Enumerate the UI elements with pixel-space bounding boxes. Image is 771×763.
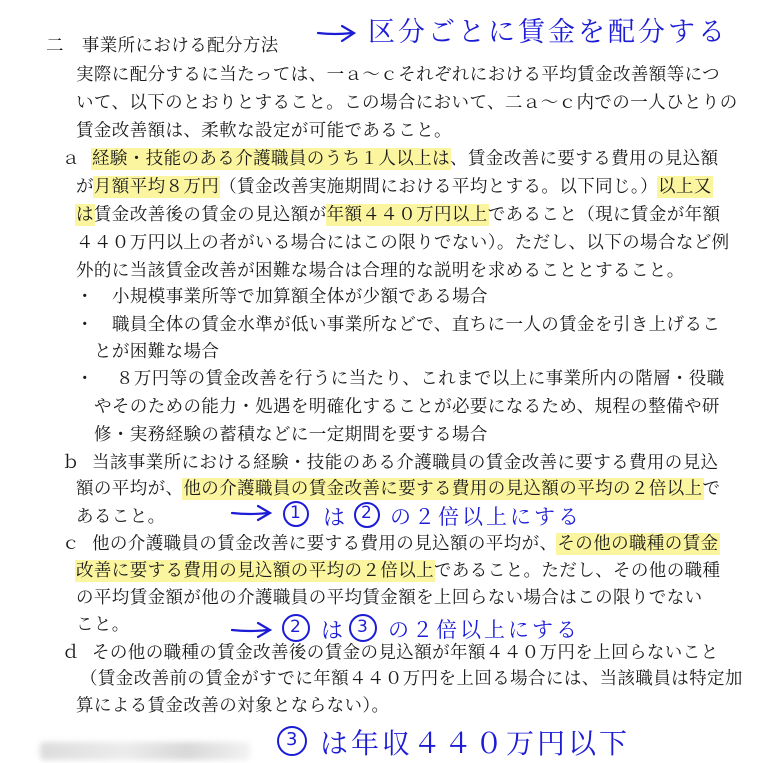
item-a-text: （賃金改善実施期間における平均とする。以下同じ。） (219, 177, 658, 197)
annotation-d-text: は年収４４０万円以下 (320, 727, 631, 760)
item-b-marker: ｂ (62, 453, 80, 473)
item-c-line-3: の平均賃金額が他の介護職員の平均賃金額を上回らない場合はこの限りでない (76, 588, 703, 608)
item-c-highlight-1: その他の職種の賃金 (557, 534, 719, 554)
annotation-c-text-2: の２倍以上にする (388, 618, 580, 642)
item-a-highlight-5: 年額４４０万円以上 (326, 205, 488, 225)
bullet-marker: ・ (76, 315, 94, 335)
arrow-icon (232, 623, 270, 637)
bullet-3-line-3: 修・実務経験の蓄積などに一定期間を要する場合 (94, 425, 488, 445)
item-d-line-2: （賃金改善前の賃金がすでに年額４４０万円を上回る場合には、当該職員は特定加 (80, 669, 743, 689)
item-a-text: 、賃金改善に要する費用の見込額 (450, 149, 719, 169)
intro-line-3: 賃金改善額は、柔軟な設定が可能であること。 (76, 121, 452, 141)
item-a-highlight-4: は (76, 205, 94, 225)
annotation-c-text-1: は (321, 619, 347, 644)
item-c-line-4: こと。 (76, 615, 130, 635)
section-heading: 二 事業所における配分方法 (46, 36, 279, 56)
item-d-marker: ｄ (62, 643, 80, 663)
annotation-b-text-2: の２倍以上にする (390, 505, 582, 529)
item-c-text: であること。ただし、その他の職種 (434, 561, 721, 581)
bullet-1: 小規模事業所等で加算額全体が少額である場合 (112, 287, 488, 307)
bullet-3-line-2: やそのための能力・処遇を明確化することが必要になるため、規程の整備や研 (94, 397, 720, 417)
annotation-c-num-1: 2 (290, 617, 304, 637)
intro-line-2: いて、以下のとおりとすること。この場合において、二ａ～ｃ内での一人ひとりの (76, 93, 738, 113)
item-b-text: で (702, 479, 721, 499)
item-c-text: 他の介護職員の賃金改善に要する費用の見込額の平均が、 (92, 534, 558, 554)
item-a-marker: ａ (62, 149, 80, 169)
bullet-marker: ・ (76, 287, 94, 307)
arrow-icon (318, 26, 354, 41)
item-c-highlight-2: 改善に要する費用の見込額の平均の２倍以上 (76, 561, 434, 581)
item-a-text: が (76, 177, 94, 197)
bullet-2-line-1: 職員全体の賃金水準が低い事業所などで、直ちに一人の賃金を引き上げるこ (112, 315, 721, 335)
item-d-line-3: 算による賃金改善の対象とならない）。 (76, 696, 390, 716)
item-b-highlight: 他の介護職員の賃金改善に要する費用の見込額の平均の２倍以上 (183, 479, 703, 499)
item-b-line-1: 当該事業所における経験・技能のある介護職員の賃金改善に要する費用の見込 (92, 453, 719, 473)
annotation-top: 区分ごとに賃金を配分する (368, 17, 728, 48)
bullet-3-line-1: ８万円等の賃金改善を行うに当たり、これまで以上に事業所内の階層・役職 (116, 369, 725, 389)
item-a-highlight-2: 月額平均８万円 (93, 177, 220, 197)
item-c-marker: ｃ (62, 534, 80, 554)
item-a-line-4: ４４０万円以上の者がいる場合にはこの限りでない）。ただし、以下の場合など例 (76, 233, 730, 253)
intro-line-1: 実際に配分するに当たっては、一ａ～ｃそれぞれにおける平均賃金改善額等につ (76, 65, 721, 85)
item-d-line-1: その他の職種の賃金改善後の賃金の見込額が年額４４０万円を上回らないこと (92, 643, 719, 663)
item-a-highlight-3: 以上又 (657, 177, 712, 197)
item-b-line-3: あること。 (76, 507, 166, 527)
annotation-b-num-1: 1 (290, 503, 304, 523)
item-b-text: 額の平均が、 (76, 479, 184, 499)
item-a-line-5: 外的に当該賃金改善が困難な場合は合理的な説明を求めることとすること。 (76, 261, 685, 281)
item-a-text: であること（現に賃金が年額 (487, 205, 721, 225)
arrow-icon (232, 506, 270, 520)
item-a-highlight-1: 経験・技能のある介護職員のうち１人以上は (92, 149, 450, 169)
annotation-b-num-2: 2 (361, 503, 375, 523)
annotation-b-text-1: は (323, 506, 349, 531)
bullet-2-line-2: とが困難な場合 (94, 342, 220, 362)
annotation-c-num-2: 3 (357, 617, 371, 637)
annotation-d-num: 3 (286, 729, 301, 750)
bullet-marker: ・ (76, 369, 94, 389)
item-a-text: 賃金改善後の賃金の見込額が (93, 205, 327, 225)
